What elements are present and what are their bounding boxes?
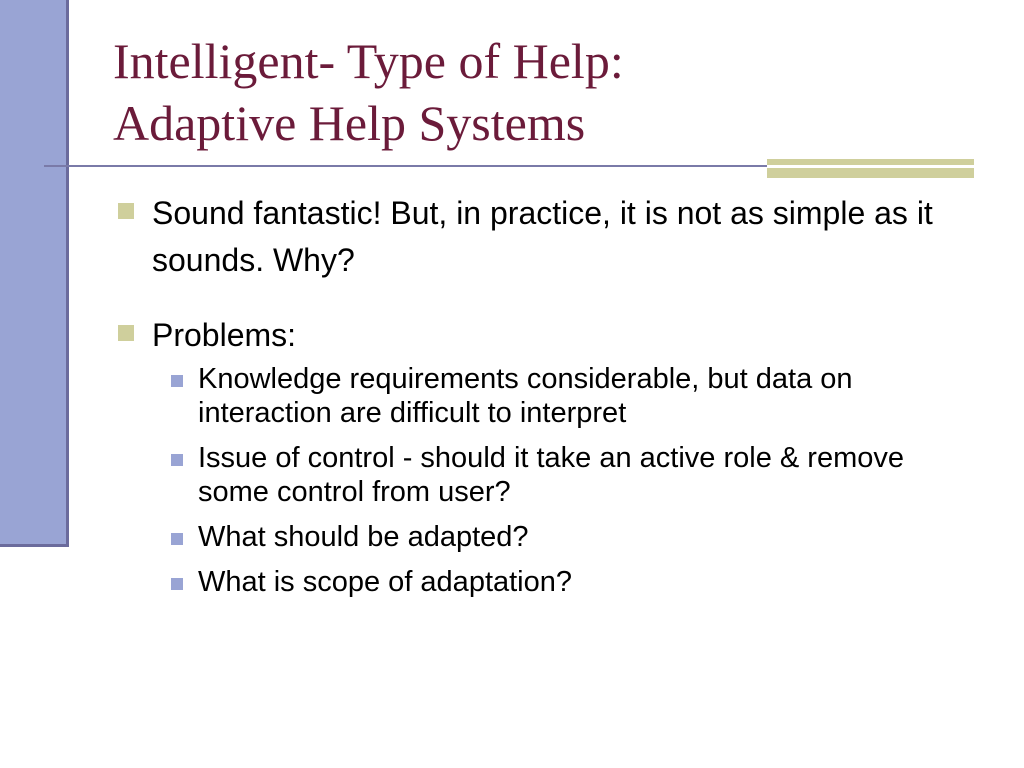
bullet-text: Sound fantastic! But, in practice, it is not as simple as it sounds. Why? [152, 195, 933, 278]
sub-bullet-text: Knowledge requirements considerable, but data on interaction are difficult to interpret [198, 363, 853, 429]
square-bullet-icon [118, 203, 134, 219]
sub-bullet-item [164, 565, 964, 599]
bullet-list [114, 190, 964, 610]
square-sub-bullet-icon [171, 454, 183, 466]
slide-title-line-2: Adaptive Help Systems [113, 95, 586, 151]
square-bullet-icon [118, 325, 134, 341]
sub-bullet-text: What is scope of adaptation? [198, 566, 573, 598]
left-bar-shadow [66, 0, 69, 547]
square-sub-bullet-icon [171, 578, 183, 590]
sub-bullet-item [164, 520, 964, 554]
square-sub-bullet-icon [171, 375, 183, 387]
sub-bullet-text: Issue of control - should it take an active role & remove some control from user? [198, 442, 905, 508]
slide-title [113, 30, 993, 154]
bullet-text: Problems: [152, 317, 297, 353]
sub-bullet-text: What should be adapted? [198, 521, 529, 553]
bullet-item-sound-fantastic [114, 190, 964, 284]
slide-title-line-1: Intelligent- Type of Help: [113, 33, 624, 89]
sub-bullet-item [164, 362, 964, 430]
square-sub-bullet-icon [171, 533, 183, 545]
sub-bullet-list [164, 362, 964, 599]
title-accent-bar [767, 159, 974, 178]
left-decorative-bar [0, 0, 66, 544]
left-bar-bottom-edge [0, 544, 69, 547]
bullet-item-problems [114, 312, 964, 599]
sub-bullet-item [164, 441, 964, 509]
